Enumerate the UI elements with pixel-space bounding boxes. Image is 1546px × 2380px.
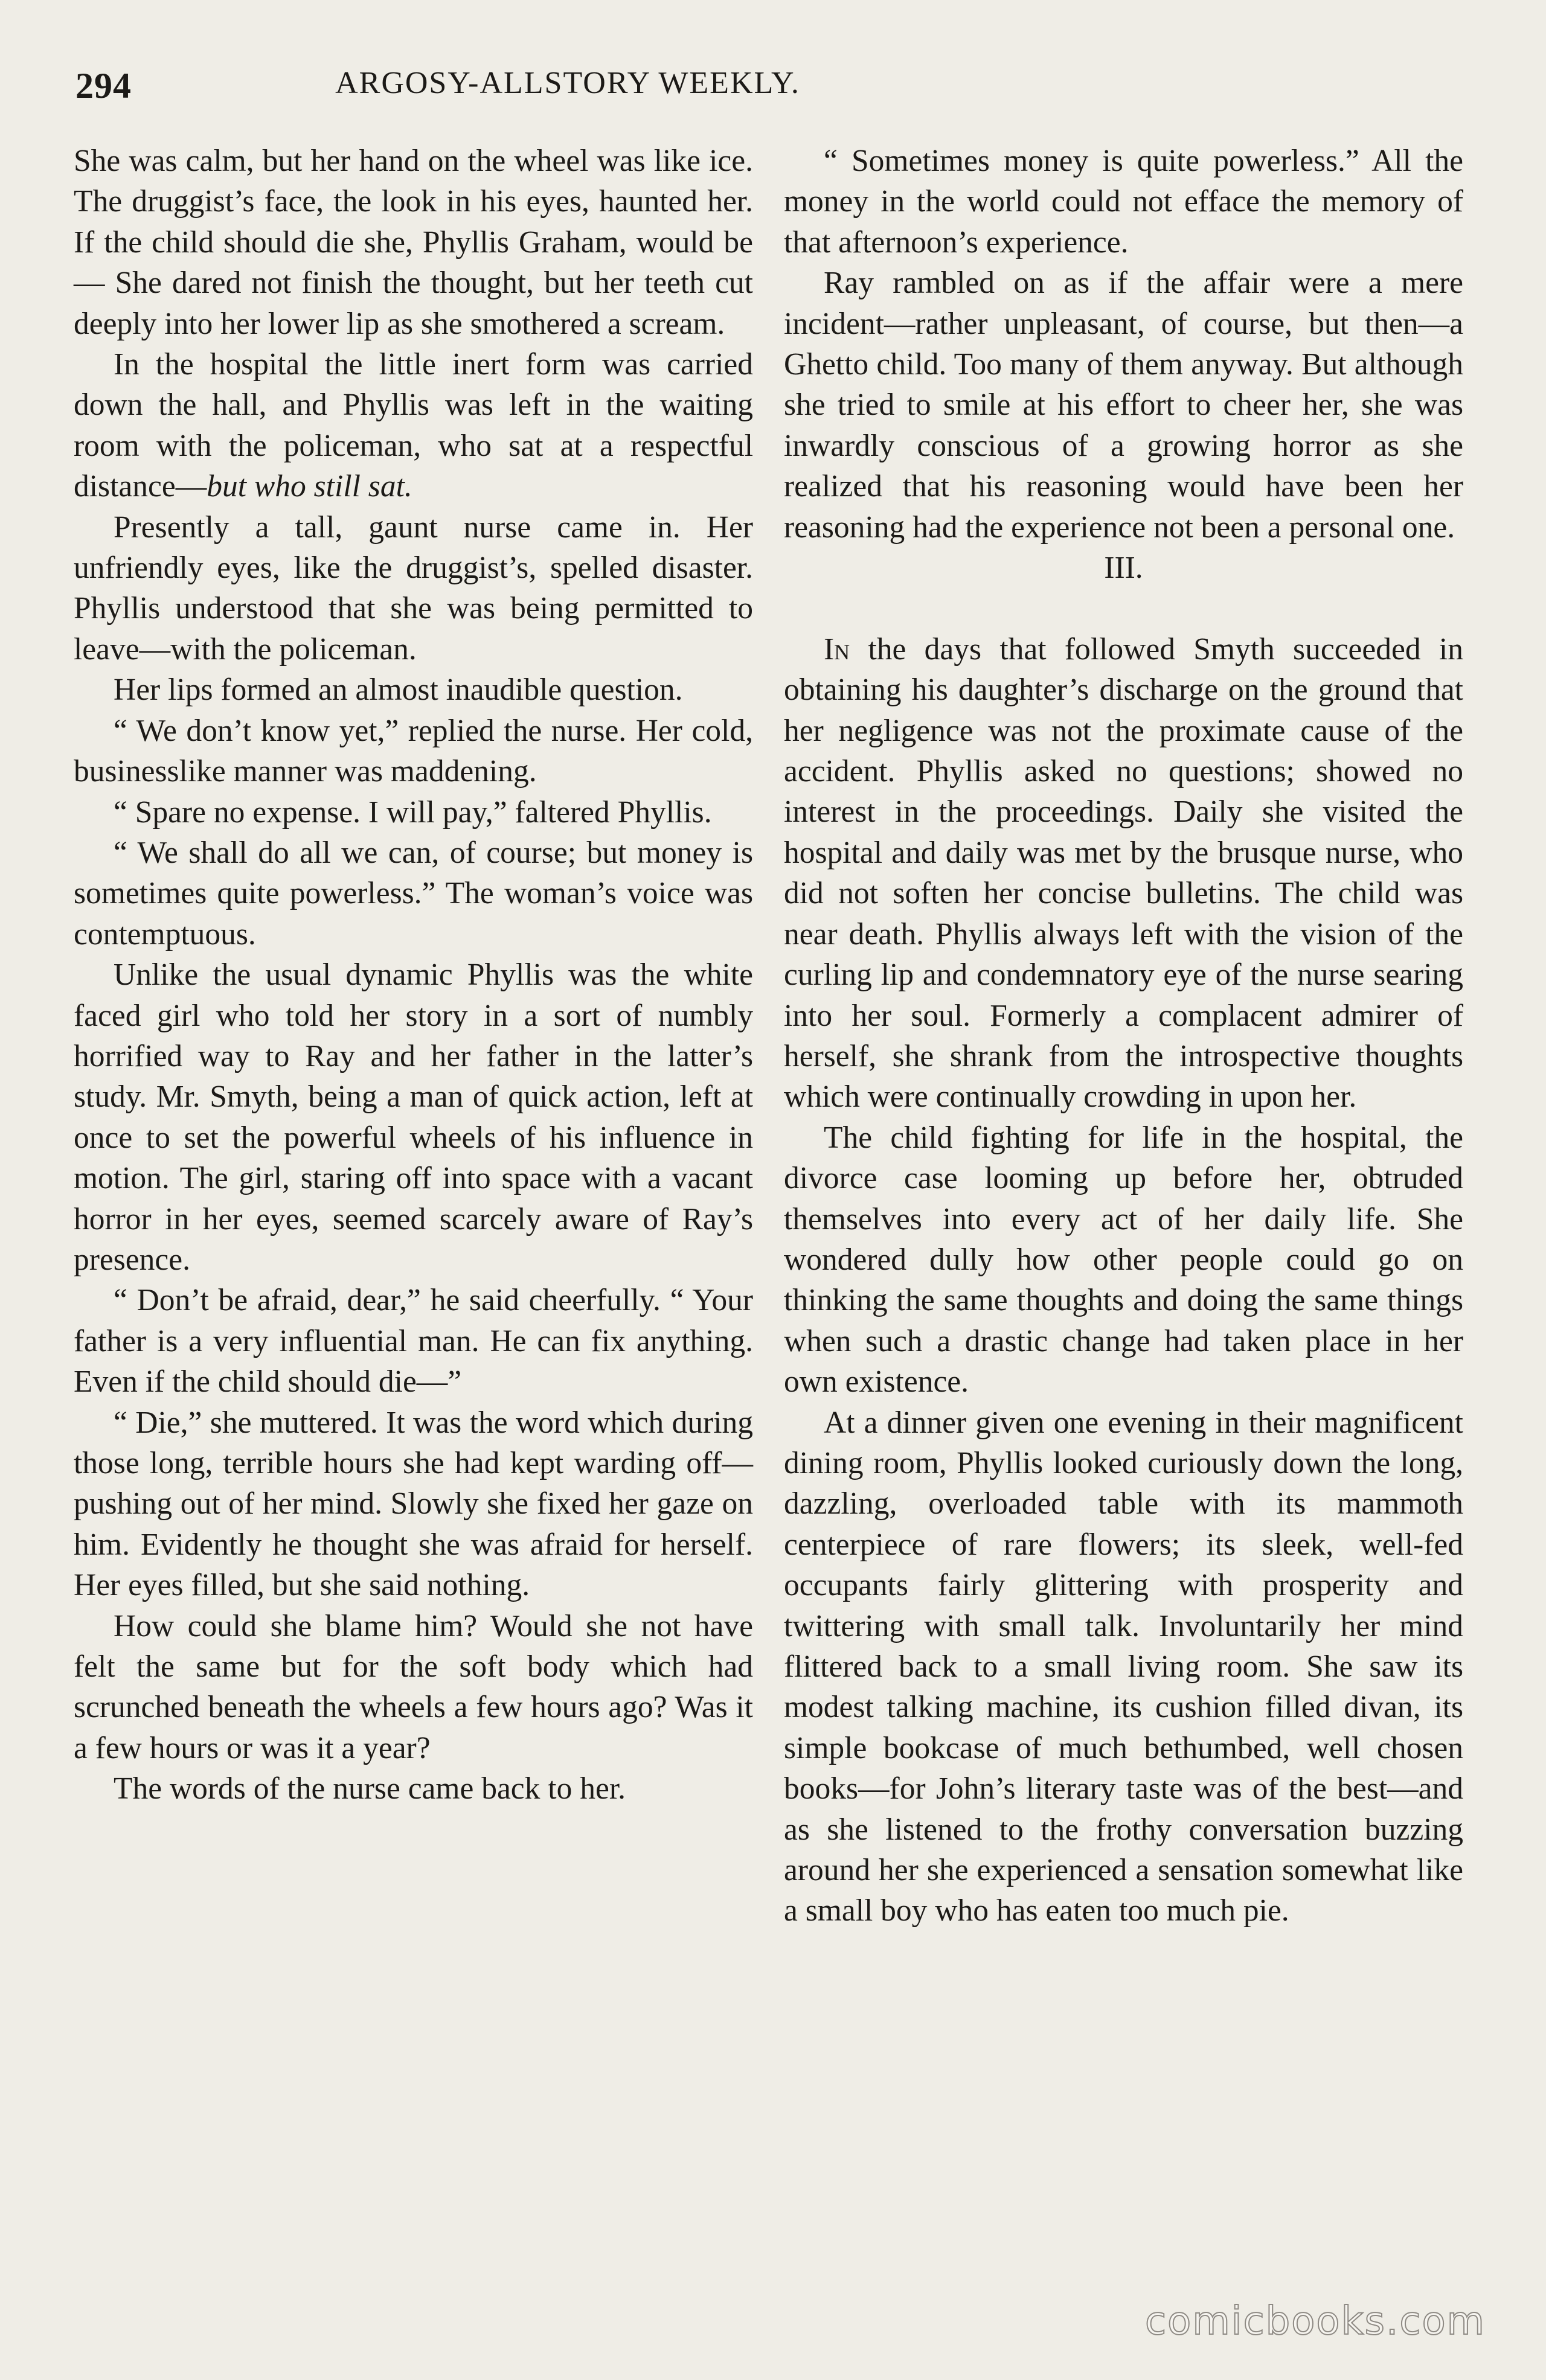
paragraph: “ Sometimes money is quite powerless.” All the money in the world could not efface the memory of that afternoon’s experience. xyxy=(784,144,1463,260)
paragraph: “ Die,” she muttered. It was the word which during those long, terrible hours she had kept warding off—pushing out of her mind. Slowly she fixed her gaze on him. Evidently he thought she was afraid for herself. Her eyes filled, but she said nothing. xyxy=(74,1405,753,1603)
paragraph: The child fighting for life in the hospital, the divorce case looming up before her, obtruded themselves into every act of her daily life. She wondered dully how other people could go on thinking the same thoughts and doing the same things when such a drastic change had taken place in her own existence. xyxy=(784,1120,1463,1400)
page-header xyxy=(75,65,1060,114)
paragraph: Unlike the usual dynamic Phyllis was the white faced girl who told her story in a sort of numbly horrified way to Ray and her father in the latter’s study. Mr. Smyth, being a man of quick action, left at once to set the powerful wheels of his influence in motion. The girl, staring off into space with a vacant horror in her eyes, seemed scarcely aware of Ray’s presence. xyxy=(74,958,753,1277)
paragraph: “ We don’t know yet,” replied the nurse. Her cold, businesslike manner was maddening. xyxy=(74,713,753,789)
paragraph xyxy=(74,344,753,507)
paragraph: “ We shall do all we can, of course; but money is sometimes quite powerless.” The woman’s voice was contemptuous. xyxy=(74,835,753,952)
paragraph: At a dinner given one evening in their magnificent dining room, Phyllis looked curiously down the long, dazzling, overloaded table with its mammoth centerpiece of rare flowers; its sleek, well-fed occupants fairly glittering with prosperity and twittering with small talk. Involuntarily her mind flittered back to a small living room. She saw its modest talking machine, its cushion filled divan, its simple bookcase of much bethumbed, well chosen books—for John’s literary taste was of the best—and as she listened to the frothy conversation buzzing around her she experienced a sensation somewhat like a small boy who has eaten too much pie. xyxy=(784,1405,1463,1928)
paragraph-text: the days that followed Smyth succeeded in obtaining his daughter’s discharge on the ground that her negligence was not the proximate cause of the accident. Phyllis asked no questions; showed no interest in the proceedings. Daily she visited the hospital and daily was met by the brusque nurse, who did not soften her concise bulletins. The child was near death. Phyllis always left with the vision of the curling lip and condemnatory eye of the nurse searing into her soul. Formerly a complacent admirer of herself, she shrank from the introspective thoughts which were continually crowding in upon her. xyxy=(784,632,1463,1115)
page-number: 294 xyxy=(75,66,132,106)
paragraph: “ Don’t be afraid, dear,” he said cheerfully. “ Your father is a very influential man. He can fix anything. Even if the child should die—” xyxy=(74,1283,753,1400)
paragraph: “ Spare no expense. I will pay,” faltered Phyllis. xyxy=(114,795,712,830)
italic-emphasis: but who still sat. xyxy=(207,469,412,504)
paragraph: The words of the nurse came back to her. xyxy=(114,1771,626,1806)
paragraph: How could she blame him? Would she not have felt the same but for the soft body which had scrunched beneath the wheels a few hours ago? Was it a few hours or was it a year? xyxy=(74,1608,753,1765)
watermark: comicbooks.com xyxy=(1144,2299,1486,2344)
drop-word: In xyxy=(824,632,850,667)
paragraph: Presently a tall, gaunt nurse came in. Her unfriendly eyes, like the druggist’s, spelled disaster. Phyllis understood that she was being permitted to leave—with the policeman. xyxy=(74,510,753,667)
paragraph-text: In the hospital the little inert form was carried down the hall, and Phyllis was left in the waiting room with the policeman, who sat at a respectful distance— xyxy=(74,347,753,504)
running-title: ARGOSY-ALLSTORY WEEKLY. xyxy=(335,66,800,100)
right-column xyxy=(784,141,1463,1931)
section-heading: III. xyxy=(1104,551,1143,586)
paragraph xyxy=(784,629,1463,1118)
left-column xyxy=(74,141,753,1809)
paragraph: She was calm, but her hand on the wheel was like ice. The druggist’s face, the look in his eyes, haunted her. If the child should die she, Phyllis Graham, would be— She dared not finish the thought, but her teeth cut deeply into her lower lip as she smothered a scream. xyxy=(74,144,753,341)
paragraph: Ray rambled on as if the affair were a mere incident—rather unpleasant, of course, but then—a Ghetto child. Too many of them anyway. But although she tried to smile at his effort to cheer her, she was inwardly conscious of a growing horror as she realized that his reasoning would have been her reasoning had the experience not been a personal one. xyxy=(784,266,1463,545)
paragraph: Her lips formed an almost inaudible question. xyxy=(114,673,683,708)
